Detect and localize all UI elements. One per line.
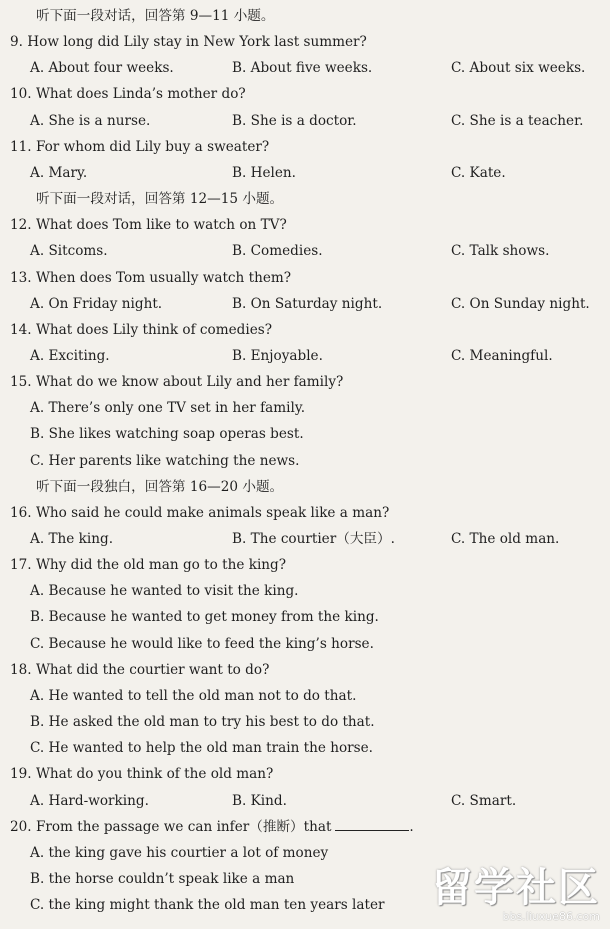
option-line: [0, 579, 610, 603]
watermark: [432, 866, 600, 923]
options-row: [0, 239, 610, 263]
question-text: 15. What do we know about Lily and her family?: [10, 374, 344, 391]
question-text: 9. How long did Lily stay in New York last summer?: [10, 34, 367, 51]
option-c: C. Smart.: [451, 792, 517, 809]
option-c: C. The old man.: [451, 531, 560, 547]
option-line: [0, 605, 610, 629]
option-b: B. She is a doctor.: [232, 112, 357, 129]
question-text: 12. What does Tom like to watch on TV?: [10, 217, 287, 234]
option-text: C. Because he would like to feed the king’s horse.: [30, 635, 374, 652]
option-b: B. Kind.: [232, 792, 287, 809]
question: [0, 658, 610, 682]
option-a: A. She is a nurse.: [30, 112, 151, 129]
question: [0, 370, 610, 394]
question-text: 20. From the passage we can infer（推断）that: [10, 818, 332, 835]
question: [0, 213, 610, 237]
question-tail: .: [409, 818, 414, 835]
options-row: [0, 292, 610, 316]
question-text: 13. When does Tom usually watch them?: [10, 269, 292, 286]
option-c: C. Meaningful.: [451, 347, 553, 364]
option-a: A. Exciting.: [30, 347, 110, 364]
option-c: C. She is a teacher.: [451, 112, 584, 129]
option-b: B. The courtier（大臣）.: [232, 531, 395, 547]
option-a: A. About four weeks.: [30, 60, 174, 77]
option-b: B. Comedies.: [232, 243, 323, 260]
section-heading-text: 听下面一段对话，回答第 12—15 小题。: [36, 191, 284, 208]
question: [0, 553, 610, 577]
watermark-url: bbs.liuxue86.com: [502, 910, 600, 923]
option-text: B. He asked the old man to try his best to do that.: [30, 714, 375, 731]
option-text: C. the king might thank the old man ten years later: [30, 897, 385, 914]
question-text: [10, 815, 414, 839]
options-row: [0, 109, 610, 133]
option-line: [0, 710, 610, 734]
option-text: C. Her parents like watching the news.: [30, 452, 300, 469]
option-a: A. Mary.: [30, 164, 88, 181]
option-a: A. Hard-working.: [30, 792, 149, 809]
options-row: [0, 789, 610, 813]
option-line: [0, 449, 610, 473]
section-heading-text: 听下面一段对话，回答第 9—11 小题。: [36, 8, 275, 24]
option-b: B. Helen.: [232, 164, 296, 181]
section-heading: [0, 187, 610, 211]
option-line: [0, 684, 610, 708]
question-with-blank: [0, 815, 610, 839]
option-c: C. On Sunday night.: [451, 295, 590, 312]
section-heading: [0, 4, 610, 28]
question: [0, 135, 610, 159]
option-line: [0, 736, 610, 760]
option-text: A. Because he wanted to visit the king.: [30, 583, 299, 600]
option-line: [0, 422, 610, 446]
option-a: A. The king.: [30, 531, 114, 547]
option-text: A. There’s only one TV set in her family.: [30, 400, 306, 417]
option-line: [0, 841, 610, 865]
option-text: B. Because he wanted to get money from the king.: [30, 609, 379, 626]
options-row: [0, 56, 610, 80]
option-text: C. He wanted to help the old man train the horse.: [30, 740, 374, 757]
option-text: B. She likes watching soap operas best.: [30, 426, 304, 443]
question: [0, 318, 610, 342]
question-text: 18. What did the courtier want to do?: [10, 661, 270, 678]
section-heading-text: 听下面一段独白，回答第 16—20 小题。: [36, 478, 284, 495]
option-b: B. On Saturday night.: [232, 295, 383, 312]
question-text: 11. For whom did Lily buy a sweater?: [10, 138, 270, 155]
option-text: B. the horse couldn’t speak like a man: [30, 870, 295, 887]
question-text: 16. Who said he could make animals speak like a man?: [10, 504, 390, 521]
options-row: [0, 161, 610, 185]
question: [0, 501, 610, 525]
question-text: 19. What do you think of the old man?: [10, 766, 274, 783]
question-text: 17. Why did the old man go to the king?: [10, 557, 287, 574]
question: [0, 30, 610, 54]
option-line: [0, 632, 610, 656]
options-row: [0, 344, 610, 368]
question: [0, 762, 610, 786]
question: [0, 82, 610, 106]
option-b: B. Enjoyable.: [232, 347, 323, 364]
question: [0, 266, 610, 290]
option-text: A. the king gave his courtier a lot of money: [30, 844, 329, 861]
option-c: C. Talk shows.: [451, 243, 550, 260]
option-c: C. Kate.: [451, 164, 506, 181]
watermark-logo: 留学社区: [432, 865, 600, 911]
options-row: [0, 527, 610, 551]
option-line: [0, 396, 610, 420]
section-heading: [0, 475, 610, 499]
option-c: C. About six weeks.: [451, 60, 586, 77]
option-a: A. Sitcoms.: [30, 243, 108, 260]
option-a: A. On Friday night.: [30, 295, 163, 312]
answer-blank: [335, 816, 409, 831]
option-text: A. He wanted to tell the old man not to do that.: [30, 687, 357, 704]
question-text: 14. What does Lily think of comedies?: [10, 321, 273, 338]
option-b: B. About five weeks.: [232, 60, 373, 77]
question-text: 10. What does Linda’s mother do?: [10, 86, 246, 103]
